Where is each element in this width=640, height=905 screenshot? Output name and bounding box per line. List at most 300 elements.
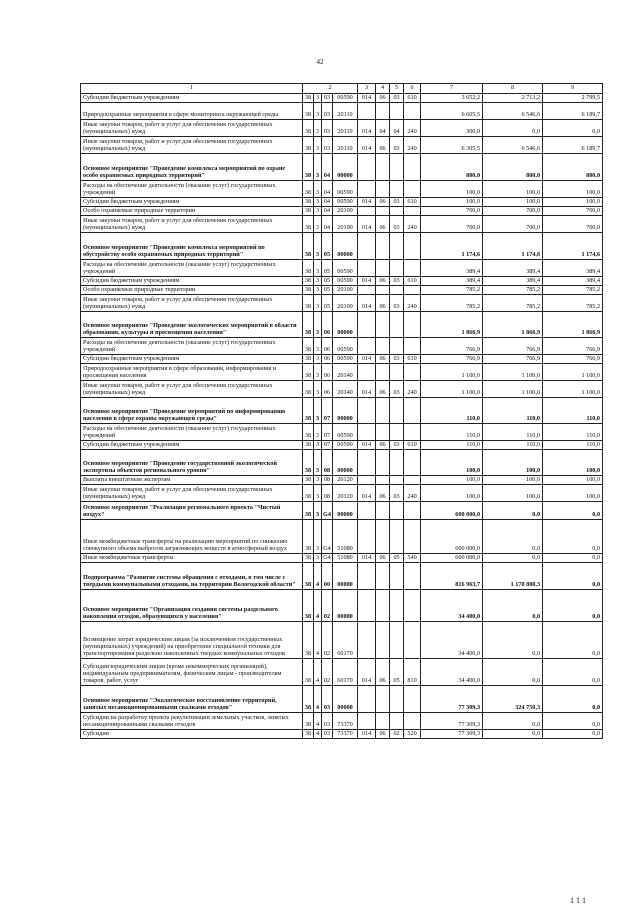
value-year-1: 1 866,9 bbox=[421, 312, 483, 338]
code-direction: 00000 bbox=[333, 233, 358, 260]
code-ministry bbox=[358, 450, 376, 476]
code-section bbox=[376, 686, 390, 713]
code-activity: 02 bbox=[322, 590, 333, 622]
code-subprogram: 3 bbox=[314, 207, 322, 216]
header-col-8: 8 bbox=[483, 84, 543, 94]
code-section: 06 bbox=[376, 381, 390, 398]
code-direction: 20100 bbox=[333, 207, 358, 216]
code-program: 38 bbox=[303, 355, 314, 364]
row-name: Иные межбюджетные трансферты bbox=[81, 554, 303, 563]
code-activity: 05 bbox=[322, 277, 333, 286]
value-year-3: 785,2 bbox=[543, 286, 603, 295]
code-program: 38 bbox=[303, 364, 314, 381]
row-name: Субсидии на разработку проекта рекультивации земельных участков, занятых несанкционированными свалками отходов bbox=[81, 713, 303, 730]
code-ministry bbox=[358, 502, 376, 520]
code-direction: 20110 bbox=[333, 103, 358, 120]
code-subsection bbox=[390, 424, 404, 441]
value-year-3: 800,0 bbox=[543, 154, 603, 181]
code-activity: 06 bbox=[322, 338, 333, 355]
code-direction: 00590 bbox=[333, 424, 358, 441]
code-ministry: 014 bbox=[358, 554, 376, 563]
value-year-1: 600 000,0 bbox=[421, 502, 483, 520]
code-ministry: 014 bbox=[358, 120, 376, 137]
code-expense-type bbox=[404, 713, 421, 730]
code-subsection bbox=[390, 450, 404, 476]
code-section bbox=[376, 502, 390, 520]
code-expense-type bbox=[404, 207, 421, 216]
value-year-2: 100,0 bbox=[483, 476, 543, 485]
value-year-3: 100,0 bbox=[543, 476, 603, 485]
code-program: 38 bbox=[303, 207, 314, 216]
code-direction: 20100 bbox=[333, 286, 358, 295]
budget-table bbox=[80, 83, 603, 739]
value-year-1: 1 100,0 bbox=[421, 364, 483, 381]
table-row bbox=[81, 441, 603, 450]
code-section: 06 bbox=[376, 137, 390, 154]
code-subsection bbox=[390, 398, 404, 424]
code-activity: 05 bbox=[322, 233, 333, 260]
code-direction: 20140 bbox=[333, 381, 358, 398]
code-expense-type bbox=[404, 622, 421, 659]
table-row bbox=[81, 103, 603, 120]
code-ministry bbox=[358, 364, 376, 381]
row-name: Основное мероприятие "Экологическое восстановление территорий, занятых несанкционированными свалками отходов" bbox=[81, 686, 303, 713]
code-ministry: 014 bbox=[358, 381, 376, 398]
code-ministry bbox=[358, 154, 376, 181]
table-row bbox=[81, 554, 603, 563]
code-section: 06 bbox=[376, 198, 390, 207]
code-subprogram: 4 bbox=[314, 590, 322, 622]
code-subprogram: 3 bbox=[314, 137, 322, 154]
code-program: 38 bbox=[303, 381, 314, 398]
value-year-3: 0,0 bbox=[543, 554, 603, 563]
code-activity: 08 bbox=[322, 476, 333, 485]
row-name: Особо охраняемые природные территории bbox=[81, 207, 303, 216]
value-year-1: 100,0 bbox=[421, 181, 483, 198]
code-ministry bbox=[358, 520, 376, 554]
code-subprogram: 3 bbox=[314, 286, 322, 295]
code-program: 38 bbox=[303, 713, 314, 730]
code-activity: 02 bbox=[322, 622, 333, 659]
code-direction: 20120 bbox=[333, 476, 358, 485]
code-expense-type: 540 bbox=[404, 554, 421, 563]
value-year-3: 0,0 bbox=[543, 686, 603, 713]
code-section: 06 bbox=[376, 554, 390, 563]
code-subprogram: 3 bbox=[314, 441, 322, 450]
value-year-1: 785,2 bbox=[421, 295, 483, 312]
code-ministry bbox=[358, 181, 376, 198]
value-year-1: 700,0 bbox=[421, 216, 483, 233]
code-activity: G4 bbox=[322, 520, 333, 554]
code-subsection bbox=[390, 622, 404, 659]
code-ministry bbox=[358, 312, 376, 338]
code-section bbox=[376, 312, 390, 338]
code-activity: 07 bbox=[322, 441, 333, 450]
header-col-5: 5 bbox=[390, 84, 404, 94]
code-program: 38 bbox=[303, 622, 314, 659]
code-section: 06 bbox=[376, 277, 390, 286]
code-ministry: 014 bbox=[358, 94, 376, 103]
code-direction: 20110 bbox=[333, 137, 358, 154]
code-ministry bbox=[358, 476, 376, 485]
value-year-1: 700,0 bbox=[421, 207, 483, 216]
value-year-3: 0,0 bbox=[543, 730, 603, 739]
code-program: 38 bbox=[303, 181, 314, 198]
header-col-1: 1 bbox=[81, 84, 303, 94]
code-direction: 00000 bbox=[333, 398, 358, 424]
code-ministry: 014 bbox=[358, 730, 376, 739]
value-year-2: 6 546,6 bbox=[483, 137, 543, 154]
code-subprogram: 3 bbox=[314, 398, 322, 424]
code-subprogram: 3 bbox=[314, 181, 322, 198]
value-year-2: 0,0 bbox=[483, 590, 543, 622]
code-expense-type: 610 bbox=[404, 277, 421, 286]
code-section bbox=[376, 476, 390, 485]
value-year-2: 700,0 bbox=[483, 207, 543, 216]
code-section bbox=[376, 154, 390, 181]
value-year-2: 0,0 bbox=[483, 659, 543, 686]
row-name: Расходы на обеспечение деятельности (оказание услуг) государственных учреждений bbox=[81, 260, 303, 277]
table-row bbox=[81, 590, 603, 622]
code-section bbox=[376, 233, 390, 260]
code-program: 38 bbox=[303, 450, 314, 476]
code-section: 06 bbox=[376, 355, 390, 364]
value-year-3: 0,0 bbox=[543, 622, 603, 659]
code-program: 38 bbox=[303, 502, 314, 520]
row-name: Основное мероприятие "Реализация регионального проекта "Чистый воздух" bbox=[81, 502, 303, 520]
code-activity: 04 bbox=[322, 207, 333, 216]
row-name: Субсидии бюджетным учреждениям bbox=[81, 277, 303, 286]
code-section: 06 bbox=[376, 216, 390, 233]
table-row bbox=[81, 154, 603, 181]
code-direction: 73370 bbox=[333, 730, 358, 739]
code-subprogram: 4 bbox=[314, 686, 322, 713]
code-section bbox=[376, 563, 390, 590]
code-expense-type bbox=[404, 233, 421, 260]
code-section bbox=[376, 181, 390, 198]
code-program: 38 bbox=[303, 233, 314, 260]
table-row bbox=[81, 286, 603, 295]
code-section: 06 bbox=[376, 659, 390, 686]
row-name: Иные закупки товаров, работ и услуг для обеспечения государственных (муниципальных) нужд bbox=[81, 295, 303, 312]
value-year-3: 0,0 bbox=[543, 590, 603, 622]
code-subsection bbox=[390, 520, 404, 554]
row-name: Основное мероприятие "Проведение экологических мероприятий в области образования, культуры и просвещения населения" bbox=[81, 312, 303, 338]
value-year-3: 110,0 bbox=[543, 398, 603, 424]
code-activity: 05 bbox=[322, 286, 333, 295]
value-year-3: 766,9 bbox=[543, 338, 603, 355]
code-section bbox=[376, 286, 390, 295]
code-activity: G4 bbox=[322, 502, 333, 520]
code-subprogram: 3 bbox=[314, 338, 322, 355]
code-section: 06 bbox=[376, 485, 390, 502]
code-subsection bbox=[390, 181, 404, 198]
value-year-2: 1 100,0 bbox=[483, 381, 543, 398]
code-activity: 04 bbox=[322, 216, 333, 233]
code-subsection bbox=[390, 563, 404, 590]
code-subsection bbox=[390, 103, 404, 120]
code-expense-type: 610 bbox=[404, 198, 421, 207]
value-year-2: 2 713,2 bbox=[483, 94, 543, 103]
code-subprogram: 4 bbox=[314, 713, 322, 730]
table-row bbox=[81, 137, 603, 154]
row-name: Субсидии бюджетным учреждениям bbox=[81, 441, 303, 450]
code-direction: 00590 bbox=[333, 355, 358, 364]
code-expense-type bbox=[404, 312, 421, 338]
code-subsection bbox=[390, 233, 404, 260]
value-year-3: 785,2 bbox=[543, 295, 603, 312]
code-direction: 00000 bbox=[333, 154, 358, 181]
table-row bbox=[81, 730, 603, 739]
value-year-1: 77 309,3 bbox=[421, 730, 483, 739]
value-year-2: 1 866,9 bbox=[483, 312, 543, 338]
code-program: 38 bbox=[303, 441, 314, 450]
code-section bbox=[376, 103, 390, 120]
code-direction: 00000 bbox=[333, 686, 358, 713]
table-row bbox=[81, 120, 603, 137]
value-year-1: 34 400,0 bbox=[421, 659, 483, 686]
code-program: 38 bbox=[303, 137, 314, 154]
table-row bbox=[81, 277, 603, 286]
code-subsection bbox=[390, 476, 404, 485]
row-name: Выплаты внештатным экспертам bbox=[81, 476, 303, 485]
code-activity: 02 bbox=[322, 659, 333, 686]
header-col-9: 9 bbox=[543, 84, 603, 94]
code-ministry: 014 bbox=[358, 659, 376, 686]
value-year-2: 1 178 800,3 bbox=[483, 563, 543, 590]
code-direction: 00590 bbox=[333, 181, 358, 198]
code-program: 38 bbox=[303, 103, 314, 120]
code-expense-type: 610 bbox=[404, 441, 421, 450]
value-year-1: 766,9 bbox=[421, 338, 483, 355]
table-row bbox=[81, 622, 603, 659]
code-ministry: 014 bbox=[358, 355, 376, 364]
table-row bbox=[81, 450, 603, 476]
value-year-3: 389,4 bbox=[543, 277, 603, 286]
code-subprogram: 3 bbox=[314, 233, 322, 260]
code-program: 38 bbox=[303, 424, 314, 441]
value-year-3: 700,0 bbox=[543, 207, 603, 216]
code-ministry: 014 bbox=[358, 485, 376, 502]
row-name: Иные закупки товаров, работ и услуг для обеспечения государственных (муниципальных) нужд bbox=[81, 216, 303, 233]
code-activity: 08 bbox=[322, 450, 333, 476]
code-activity: 03 bbox=[322, 730, 333, 739]
table-row bbox=[81, 233, 603, 260]
code-subprogram: 3 bbox=[314, 381, 322, 398]
code-subprogram: 3 bbox=[314, 312, 322, 338]
code-ministry bbox=[358, 398, 376, 424]
code-program: 38 bbox=[303, 295, 314, 312]
code-expense-type: 240 bbox=[404, 137, 421, 154]
value-year-3: 0,0 bbox=[543, 659, 603, 686]
table-row bbox=[81, 260, 603, 277]
code-program: 38 bbox=[303, 730, 314, 739]
code-subprogram: 4 bbox=[314, 622, 322, 659]
row-name: Иные закупки товаров, работ и услуг для обеспечения государственных (муниципальных) нужд bbox=[81, 120, 303, 137]
code-section bbox=[376, 207, 390, 216]
code-expense-type bbox=[404, 154, 421, 181]
code-subsection: 03 bbox=[390, 355, 404, 364]
code-section bbox=[376, 398, 390, 424]
row-name: Расходы на обеспечение деятельности (оказание услуг) государственных учреждений bbox=[81, 424, 303, 441]
table-row bbox=[81, 398, 603, 424]
code-expense-type: 240 bbox=[404, 216, 421, 233]
code-expense-type bbox=[404, 590, 421, 622]
value-year-1: 6 305,5 bbox=[421, 137, 483, 154]
code-program: 38 bbox=[303, 485, 314, 502]
value-year-2: 389,4 bbox=[483, 260, 543, 277]
code-program: 38 bbox=[303, 154, 314, 181]
value-year-1: 600 000,0 bbox=[421, 554, 483, 563]
code-ministry bbox=[358, 563, 376, 590]
code-program: 38 bbox=[303, 198, 314, 207]
code-section bbox=[376, 622, 390, 659]
code-direction: 00000 bbox=[333, 312, 358, 338]
code-direction: 00590 bbox=[333, 260, 358, 277]
code-subprogram: 3 bbox=[314, 450, 322, 476]
row-name: Иные закупки товаров, работ и услуг для обеспечения государственных (муниципальных) нужд bbox=[81, 381, 303, 398]
value-year-2: 110,0 bbox=[483, 441, 543, 450]
code-ministry: 014 bbox=[358, 137, 376, 154]
code-subprogram: 3 bbox=[314, 476, 322, 485]
code-expense-type bbox=[404, 103, 421, 120]
code-program: 38 bbox=[303, 398, 314, 424]
code-direction: 20110 bbox=[333, 120, 358, 137]
row-name: Особо охраняемые природные территории bbox=[81, 286, 303, 295]
code-activity: 03 bbox=[322, 686, 333, 713]
code-section bbox=[376, 338, 390, 355]
code-expense-type bbox=[404, 398, 421, 424]
value-year-3: 1 100,0 bbox=[543, 381, 603, 398]
table-row bbox=[81, 364, 603, 381]
table-row bbox=[81, 355, 603, 364]
code-direction: 60170 bbox=[333, 659, 358, 686]
value-year-1: 77 309,3 bbox=[421, 686, 483, 713]
code-ministry bbox=[358, 713, 376, 730]
code-section bbox=[376, 520, 390, 554]
code-expense-type bbox=[404, 520, 421, 554]
code-section bbox=[376, 424, 390, 441]
value-year-2: 0,0 bbox=[483, 713, 543, 730]
code-program: 38 bbox=[303, 216, 314, 233]
table-row bbox=[81, 295, 603, 312]
code-program: 38 bbox=[303, 312, 314, 338]
value-year-3: 389,4 bbox=[543, 260, 603, 277]
code-activity: 05 bbox=[322, 260, 333, 277]
value-year-1: 300,0 bbox=[421, 120, 483, 137]
value-year-2: 785,2 bbox=[483, 295, 543, 312]
row-name: Основное мероприятие "Проведение мероприятий по информированию населения в сфере охраны окружающей среды" bbox=[81, 398, 303, 424]
value-year-2: 785,2 bbox=[483, 286, 543, 295]
code-expense-type: 240 bbox=[404, 381, 421, 398]
table-row bbox=[81, 424, 603, 441]
value-year-2: 324 750,3 bbox=[483, 686, 543, 713]
value-year-3: 1 174,6 bbox=[543, 233, 603, 260]
code-activity: 03 bbox=[322, 94, 333, 103]
value-year-1: 110,0 bbox=[421, 441, 483, 450]
code-activity: 04 bbox=[322, 181, 333, 198]
code-ministry bbox=[358, 590, 376, 622]
code-subprogram: 3 bbox=[314, 364, 322, 381]
value-year-1: 77 309,3 bbox=[421, 713, 483, 730]
code-expense-type: 240 bbox=[404, 485, 421, 502]
value-year-1: 1 100,0 bbox=[421, 381, 483, 398]
row-name: Природоохранные мероприятия в сфере образования, информирования и просвещения населения bbox=[81, 364, 303, 381]
table-row bbox=[81, 338, 603, 355]
code-ministry bbox=[358, 260, 376, 277]
header-col-4: 4 bbox=[376, 84, 390, 94]
code-activity: 03 bbox=[322, 103, 333, 120]
code-ministry bbox=[358, 424, 376, 441]
code-program: 38 bbox=[303, 590, 314, 622]
corner-mark: 1 1 1 bbox=[570, 896, 586, 905]
value-year-1: 600 000,0 bbox=[421, 520, 483, 554]
code-subsection bbox=[390, 590, 404, 622]
code-ministry bbox=[358, 207, 376, 216]
value-year-1: 1 174,6 bbox=[421, 233, 483, 260]
budget-table-wrapper bbox=[80, 83, 602, 739]
code-program: 38 bbox=[303, 554, 314, 563]
code-expense-type bbox=[404, 424, 421, 441]
code-direction: 00590 bbox=[333, 338, 358, 355]
table-row bbox=[81, 312, 603, 338]
row-name: Подпрограмма "Развитие системы обращения с отходами, в том числе с твердыми коммунальными отходами, на территории Вологодской области" bbox=[81, 563, 303, 590]
code-subsection bbox=[390, 286, 404, 295]
value-year-1: 110,0 bbox=[421, 398, 483, 424]
code-ministry: 014 bbox=[358, 277, 376, 286]
table-row bbox=[81, 381, 603, 398]
value-year-1: 800,0 bbox=[421, 154, 483, 181]
code-subprogram: 3 bbox=[314, 120, 322, 137]
value-year-2: 0,0 bbox=[483, 120, 543, 137]
code-activity: 06 bbox=[322, 355, 333, 364]
row-name: Расходы на обеспечение деятельности (оказание услуг) государственных учреждений bbox=[81, 338, 303, 355]
row-name: Субсидии бюджетным учреждениям bbox=[81, 94, 303, 103]
code-section bbox=[376, 590, 390, 622]
value-year-3: 6 189,7 bbox=[543, 103, 603, 120]
value-year-2: 1 174,6 bbox=[483, 233, 543, 260]
value-year-1: 389,4 bbox=[421, 260, 483, 277]
code-subsection: 03 bbox=[390, 277, 404, 286]
code-section: 06 bbox=[376, 94, 390, 103]
code-direction: 20120 bbox=[333, 485, 358, 502]
header-col-3: 3 bbox=[358, 84, 376, 94]
code-subprogram: 3 bbox=[314, 198, 322, 207]
code-subprogram: 3 bbox=[314, 94, 322, 103]
code-subprogram: 3 bbox=[314, 355, 322, 364]
code-activity: 06 bbox=[322, 312, 333, 338]
row-name: Субсидии юридическим лицам (кроме некоммерческих организаций), индивидуальным предпринимателям, физическим лицам - производителям товаров, работ, услуг bbox=[81, 659, 303, 686]
code-subsection bbox=[390, 154, 404, 181]
code-expense-type bbox=[404, 286, 421, 295]
value-year-2: 700,0 bbox=[483, 216, 543, 233]
code-subprogram: 3 bbox=[314, 554, 322, 563]
code-expense-type bbox=[404, 450, 421, 476]
header-col-7: 7 bbox=[421, 84, 483, 94]
code-activity: 04 bbox=[322, 198, 333, 207]
value-year-3: 0,0 bbox=[543, 502, 603, 520]
value-year-2: 100,0 bbox=[483, 450, 543, 476]
code-ministry bbox=[358, 338, 376, 355]
value-year-3: 110,0 bbox=[543, 441, 603, 450]
table-row bbox=[81, 207, 603, 216]
code-program: 38 bbox=[303, 686, 314, 713]
code-program: 38 bbox=[303, 260, 314, 277]
value-year-3: 2 799,5 bbox=[543, 94, 603, 103]
value-year-2: 100,0 bbox=[483, 198, 543, 207]
row-name: Расходы на обеспечение деятельности (оказание услуг) государственных учреждений bbox=[81, 181, 303, 198]
value-year-1: 389,4 bbox=[421, 277, 483, 286]
